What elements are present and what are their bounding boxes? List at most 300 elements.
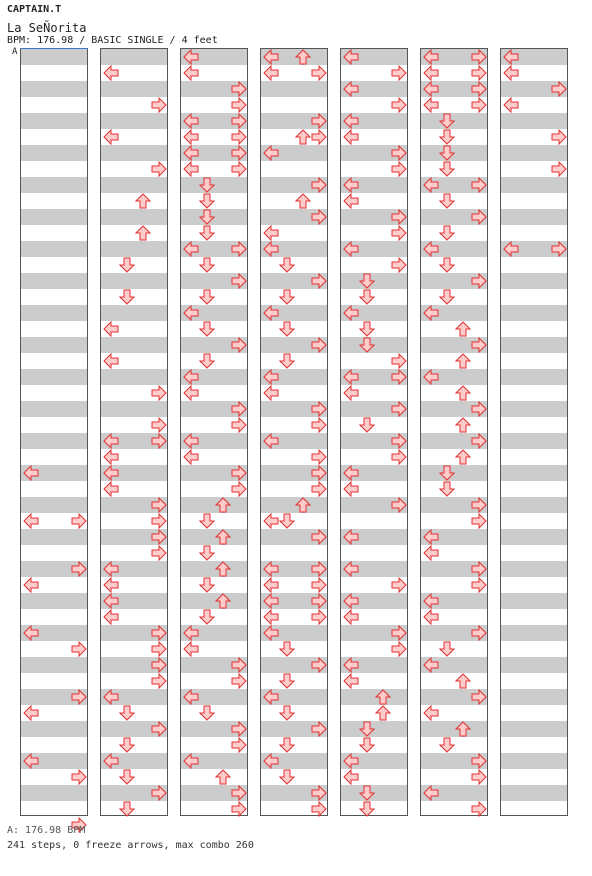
right-arrow-icon [231, 145, 247, 161]
beat-band [501, 721, 567, 737]
right-arrow-icon [151, 513, 167, 529]
left-arrow-icon [263, 369, 279, 385]
down-arrow-icon [119, 289, 135, 305]
up-arrow-icon [295, 49, 311, 65]
up-arrow-icon [295, 497, 311, 513]
right-arrow-icon [231, 81, 247, 97]
right-arrow-icon [151, 529, 167, 545]
up-arrow-icon [215, 593, 231, 609]
beat-band [21, 497, 87, 513]
beat-band [501, 657, 567, 673]
beat-band [101, 337, 167, 353]
right-arrow-icon [471, 81, 487, 97]
left-arrow-icon [23, 753, 39, 769]
left-arrow-icon [183, 65, 199, 81]
left-arrow-icon [183, 625, 199, 641]
right-arrow-icon [231, 721, 247, 737]
beat-band [101, 401, 167, 417]
down-arrow-icon [439, 161, 455, 177]
down-arrow-icon [119, 257, 135, 273]
artist-name: CAPTAIN.T [7, 4, 62, 15]
left-arrow-icon [343, 177, 359, 193]
right-arrow-icon [391, 497, 407, 513]
down-arrow-icon [199, 193, 215, 209]
right-arrow-icon [231, 785, 247, 801]
beat-band [501, 113, 567, 129]
chart-column [260, 48, 328, 816]
down-arrow-icon [119, 801, 135, 817]
left-arrow-icon [503, 241, 519, 257]
beat-band [501, 369, 567, 385]
up-arrow-icon [455, 385, 471, 401]
left-arrow-icon [183, 449, 199, 465]
right-arrow-icon [551, 241, 567, 257]
beat-band [501, 529, 567, 545]
beat-band [501, 433, 567, 449]
right-arrow-icon [311, 465, 327, 481]
left-arrow-icon [423, 177, 439, 193]
down-arrow-icon [359, 801, 375, 817]
right-arrow-icon [311, 337, 327, 353]
left-arrow-icon [343, 129, 359, 145]
right-arrow-icon [471, 689, 487, 705]
down-arrow-icon [439, 129, 455, 145]
right-arrow-icon [71, 513, 87, 529]
beat-band [181, 497, 247, 513]
down-arrow-icon [279, 673, 295, 689]
left-arrow-icon [343, 609, 359, 625]
right-arrow-icon [471, 769, 487, 785]
down-arrow-icon [359, 417, 375, 433]
beat-band [21, 785, 87, 801]
song-title: La SeÑorita [7, 21, 87, 35]
right-arrow-icon [391, 433, 407, 449]
left-arrow-icon [23, 625, 39, 641]
beat-band [101, 177, 167, 193]
beat-band [501, 497, 567, 513]
beat-band [341, 689, 407, 705]
right-arrow-icon [311, 273, 327, 289]
left-arrow-icon [343, 657, 359, 673]
beat-band [21, 49, 87, 65]
right-arrow-icon [311, 113, 327, 129]
beat-band [21, 337, 87, 353]
left-arrow-icon [343, 81, 359, 97]
left-arrow-icon [423, 593, 439, 609]
left-arrow-icon [343, 465, 359, 481]
down-arrow-icon [279, 705, 295, 721]
down-arrow-icon [439, 481, 455, 497]
right-arrow-icon [151, 497, 167, 513]
left-arrow-icon [263, 385, 279, 401]
down-arrow-icon [359, 289, 375, 305]
right-arrow-icon [151, 385, 167, 401]
right-arrow-icon [151, 673, 167, 689]
left-arrow-icon [183, 641, 199, 657]
beat-band [261, 81, 327, 97]
beat-band [501, 305, 567, 321]
beat-band [101, 369, 167, 385]
up-arrow-icon [215, 561, 231, 577]
beat-band [181, 561, 247, 577]
beat-band [501, 689, 567, 705]
down-arrow-icon [359, 737, 375, 753]
left-arrow-icon [423, 545, 439, 561]
left-arrow-icon [423, 705, 439, 721]
chart-column [340, 48, 408, 816]
beat-band [21, 145, 87, 161]
beat-band [101, 209, 167, 225]
right-arrow-icon [311, 481, 327, 497]
right-arrow-icon [471, 65, 487, 81]
down-arrow-icon [119, 737, 135, 753]
right-arrow-icon [231, 337, 247, 353]
down-arrow-icon [279, 289, 295, 305]
down-arrow-icon [359, 721, 375, 737]
right-arrow-icon [471, 177, 487, 193]
right-arrow-icon [311, 609, 327, 625]
right-arrow-icon [471, 433, 487, 449]
right-arrow-icon [311, 449, 327, 465]
beat-band [501, 337, 567, 353]
beat-band [21, 241, 87, 257]
beat-band [101, 81, 167, 97]
left-arrow-icon [343, 369, 359, 385]
left-arrow-icon [263, 609, 279, 625]
chart-column [420, 48, 488, 816]
up-arrow-icon [455, 721, 471, 737]
left-arrow-icon [103, 609, 119, 625]
down-arrow-icon [199, 609, 215, 625]
left-arrow-icon [423, 49, 439, 65]
beat-band [101, 305, 167, 321]
left-arrow-icon [423, 369, 439, 385]
chart-column [180, 48, 248, 816]
right-arrow-icon [471, 49, 487, 65]
beat-band [501, 625, 567, 641]
up-arrow-icon [455, 673, 471, 689]
right-arrow-icon [311, 785, 327, 801]
right-arrow-icon [391, 209, 407, 225]
beat-band [21, 401, 87, 417]
beat-band [101, 49, 167, 65]
right-arrow-icon [311, 129, 327, 145]
right-arrow-icon [151, 545, 167, 561]
left-arrow-icon [183, 689, 199, 705]
beat-band [21, 433, 87, 449]
down-arrow-icon [359, 785, 375, 801]
right-arrow-icon [231, 657, 247, 673]
right-arrow-icon [471, 625, 487, 641]
left-arrow-icon [343, 481, 359, 497]
up-arrow-icon [215, 529, 231, 545]
left-arrow-icon [503, 97, 519, 113]
down-arrow-icon [439, 641, 455, 657]
right-arrow-icon [151, 625, 167, 641]
left-arrow-icon [103, 321, 119, 337]
right-arrow-icon [151, 785, 167, 801]
right-arrow-icon [151, 97, 167, 113]
right-arrow-icon [311, 529, 327, 545]
down-arrow-icon [279, 321, 295, 337]
left-arrow-icon [423, 609, 439, 625]
up-arrow-icon [375, 689, 391, 705]
left-arrow-icon [263, 433, 279, 449]
right-arrow-icon [151, 433, 167, 449]
left-arrow-icon [263, 305, 279, 321]
beat-band [421, 721, 487, 737]
right-arrow-icon [471, 337, 487, 353]
left-arrow-icon [183, 385, 199, 401]
right-arrow-icon [231, 161, 247, 177]
beat-band [261, 497, 327, 513]
down-arrow-icon [439, 289, 455, 305]
right-arrow-icon [471, 513, 487, 529]
right-arrow-icon [311, 65, 327, 81]
left-arrow-icon [263, 625, 279, 641]
left-arrow-icon [263, 145, 279, 161]
left-arrow-icon [103, 593, 119, 609]
beat-band [501, 753, 567, 769]
down-arrow-icon [199, 225, 215, 241]
left-arrow-icon [423, 65, 439, 81]
right-arrow-icon [231, 241, 247, 257]
down-arrow-icon [279, 257, 295, 273]
right-arrow-icon [471, 401, 487, 417]
beat-band [101, 145, 167, 161]
beat-band [21, 369, 87, 385]
right-arrow-icon [471, 561, 487, 577]
beat-band [101, 113, 167, 129]
down-arrow-icon [119, 769, 135, 785]
up-arrow-icon [375, 705, 391, 721]
right-arrow-icon [231, 273, 247, 289]
left-arrow-icon [263, 241, 279, 257]
beat-band [501, 561, 567, 577]
right-arrow-icon [231, 737, 247, 753]
left-arrow-icon [183, 369, 199, 385]
right-arrow-icon [311, 657, 327, 673]
left-arrow-icon [23, 705, 39, 721]
down-arrow-icon [279, 737, 295, 753]
right-arrow-icon [231, 465, 247, 481]
left-arrow-icon [343, 593, 359, 609]
left-arrow-icon [343, 385, 359, 401]
left-arrow-icon [263, 65, 279, 81]
right-arrow-icon [151, 161, 167, 177]
beat-band [21, 113, 87, 129]
left-arrow-icon [263, 225, 279, 241]
right-arrow-icon [231, 673, 247, 689]
chart-info: BPM: 176.98 / BASIC SINGLE / 4 feet [7, 35, 218, 46]
left-arrow-icon [103, 481, 119, 497]
beat-band [21, 209, 87, 225]
left-arrow-icon [103, 753, 119, 769]
down-arrow-icon [439, 465, 455, 481]
right-arrow-icon [71, 769, 87, 785]
left-arrow-icon [23, 513, 39, 529]
left-arrow-icon [103, 129, 119, 145]
down-arrow-icon [199, 513, 215, 529]
up-arrow-icon [455, 417, 471, 433]
beat-band [501, 401, 567, 417]
right-arrow-icon [231, 801, 247, 817]
down-arrow-icon [199, 209, 215, 225]
down-arrow-icon [279, 513, 295, 529]
beat-band [501, 209, 567, 225]
right-arrow-icon [311, 417, 327, 433]
right-arrow-icon [231, 97, 247, 113]
left-arrow-icon [263, 561, 279, 577]
down-arrow-icon [359, 337, 375, 353]
up-arrow-icon [295, 193, 311, 209]
beat-band [21, 593, 87, 609]
left-arrow-icon [183, 241, 199, 257]
up-arrow-icon [215, 769, 231, 785]
down-arrow-icon [199, 577, 215, 593]
left-arrow-icon [23, 465, 39, 481]
down-arrow-icon [439, 257, 455, 273]
right-arrow-icon [311, 561, 327, 577]
beat-band [101, 273, 167, 289]
right-arrow-icon [391, 401, 407, 417]
beat-band [501, 273, 567, 289]
left-arrow-icon [183, 113, 199, 129]
right-arrow-icon [471, 801, 487, 817]
beat-band [21, 721, 87, 737]
left-arrow-icon [343, 673, 359, 689]
beat-band [21, 529, 87, 545]
beat-band [21, 177, 87, 193]
beat-band [501, 177, 567, 193]
chart-column [20, 48, 88, 816]
up-arrow-icon [455, 353, 471, 369]
left-arrow-icon [183, 305, 199, 321]
right-arrow-icon [311, 577, 327, 593]
down-arrow-icon [199, 705, 215, 721]
right-arrow-icon [71, 689, 87, 705]
up-arrow-icon [215, 497, 231, 513]
down-arrow-icon [199, 177, 215, 193]
beat-band [181, 593, 247, 609]
down-arrow-icon [439, 193, 455, 209]
right-arrow-icon [231, 401, 247, 417]
down-arrow-icon [439, 113, 455, 129]
right-arrow-icon [391, 353, 407, 369]
left-arrow-icon [423, 305, 439, 321]
left-arrow-icon [183, 753, 199, 769]
down-arrow-icon [359, 273, 375, 289]
down-arrow-icon [279, 769, 295, 785]
down-arrow-icon [359, 321, 375, 337]
bpm-marker: A [12, 47, 18, 57]
chart-column [500, 48, 568, 816]
left-arrow-icon [183, 161, 199, 177]
down-arrow-icon [199, 321, 215, 337]
left-arrow-icon [103, 561, 119, 577]
left-arrow-icon [343, 49, 359, 65]
down-arrow-icon [439, 737, 455, 753]
beat-band [501, 465, 567, 481]
bpm-legend: A: 176.98 BPM [7, 825, 86, 836]
down-arrow-icon [439, 145, 455, 161]
right-arrow-icon [391, 145, 407, 161]
left-arrow-icon [263, 593, 279, 609]
right-arrow-icon [151, 657, 167, 673]
right-arrow-icon [471, 577, 487, 593]
left-arrow-icon [103, 689, 119, 705]
left-arrow-icon [263, 49, 279, 65]
right-arrow-icon [231, 113, 247, 129]
left-arrow-icon [183, 145, 199, 161]
right-arrow-icon [471, 97, 487, 113]
down-arrow-icon [279, 353, 295, 369]
right-arrow-icon [471, 209, 487, 225]
right-arrow-icon [311, 209, 327, 225]
right-arrow-icon [391, 369, 407, 385]
left-arrow-icon [103, 353, 119, 369]
beat-band [181, 529, 247, 545]
left-arrow-icon [343, 529, 359, 545]
beat-band [501, 593, 567, 609]
left-arrow-icon [503, 49, 519, 65]
down-arrow-icon [199, 289, 215, 305]
right-arrow-icon [311, 801, 327, 817]
down-arrow-icon [199, 353, 215, 369]
chart-summary: 241 steps, 0 freeze arrows, max combo 260 [7, 840, 254, 851]
left-arrow-icon [343, 753, 359, 769]
right-arrow-icon [231, 481, 247, 497]
right-arrow-icon [311, 721, 327, 737]
right-arrow-icon [151, 721, 167, 737]
left-arrow-icon [183, 49, 199, 65]
right-arrow-icon [151, 417, 167, 433]
left-arrow-icon [103, 449, 119, 465]
right-arrow-icon [231, 129, 247, 145]
beat-band [21, 273, 87, 289]
right-arrow-icon [71, 641, 87, 657]
right-arrow-icon [391, 625, 407, 641]
right-arrow-icon [311, 177, 327, 193]
left-arrow-icon [423, 529, 439, 545]
beat-band [501, 785, 567, 801]
left-arrow-icon [263, 753, 279, 769]
left-arrow-icon [343, 193, 359, 209]
down-arrow-icon [199, 257, 215, 273]
right-arrow-icon [391, 641, 407, 657]
down-arrow-icon [119, 705, 135, 721]
left-arrow-icon [183, 129, 199, 145]
left-arrow-icon [103, 433, 119, 449]
right-arrow-icon [551, 81, 567, 97]
right-arrow-icon [391, 449, 407, 465]
right-arrow-icon [471, 273, 487, 289]
left-arrow-icon [183, 433, 199, 449]
right-arrow-icon [311, 593, 327, 609]
up-arrow-icon [135, 193, 151, 209]
right-arrow-icon [391, 225, 407, 241]
up-arrow-icon [455, 449, 471, 465]
left-arrow-icon [263, 577, 279, 593]
beat-band [21, 81, 87, 97]
right-arrow-icon [471, 497, 487, 513]
up-arrow-icon [295, 129, 311, 145]
right-arrow-icon [471, 753, 487, 769]
down-arrow-icon [279, 641, 295, 657]
left-arrow-icon [343, 305, 359, 321]
right-arrow-icon [71, 561, 87, 577]
right-arrow-icon [151, 641, 167, 657]
